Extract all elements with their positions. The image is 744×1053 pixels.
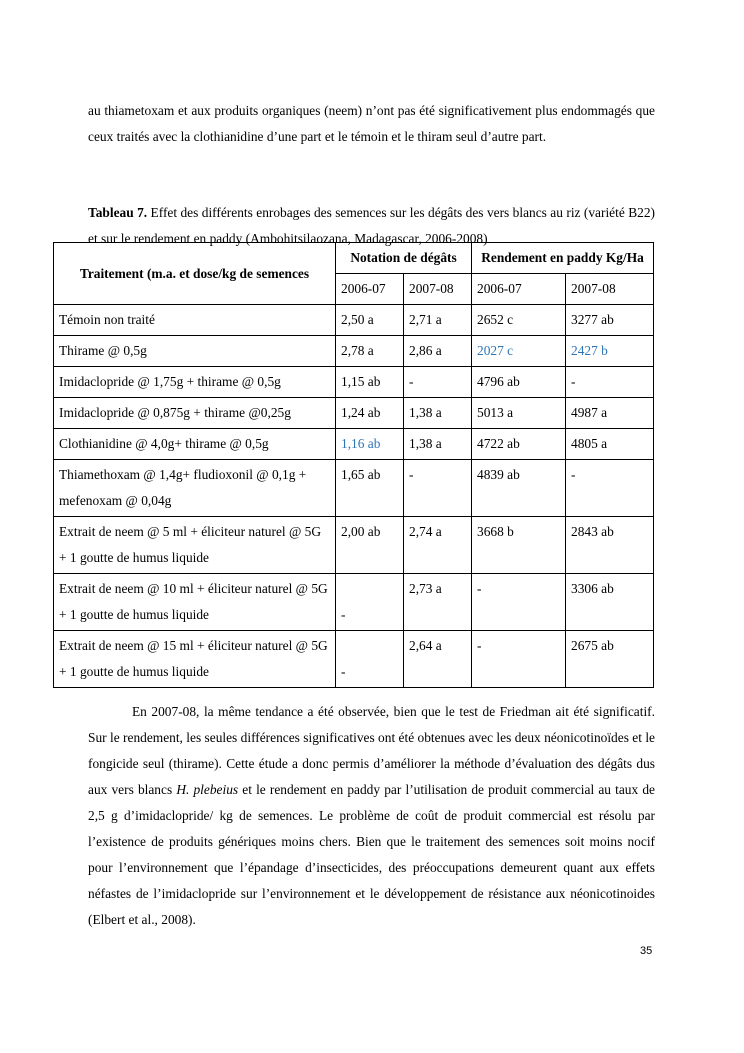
table-row (54, 460, 654, 517)
cell-damage-2006: 2,50 a (336, 305, 404, 336)
cell-damage-2007: 2,71 a (404, 305, 472, 336)
cell-yield-2006: 4796 ab (472, 367, 566, 398)
header-treatment: Traitement (m.a. et dose/kg de semences (54, 243, 336, 305)
cell-damage-2006: 1,15 ab (336, 367, 404, 398)
cell-yield-2007: 4987 a (566, 398, 654, 429)
cell-damage-2007: 2,73 a (404, 574, 472, 631)
year-header: 2006-07 (472, 274, 566, 305)
year-header: 2007-08 (404, 274, 472, 305)
cell-yield-2007: 2675 ab (566, 631, 654, 688)
cell-treatment: Extrait de neem @ 5 ml + éliciteur naturel @ 5G + 1 goutte de humus liquide (54, 517, 336, 574)
cell-damage-2006: 1,24 ab (336, 398, 404, 429)
table-row (54, 429, 654, 460)
cell-damage-2006: 1,16 ab (336, 429, 404, 460)
cell-yield-2006: 3668 b (472, 517, 566, 574)
species-name: H. plebeius (176, 782, 239, 798)
cell-yield-2007: - (566, 460, 654, 517)
year-header: 2007-08 (566, 274, 654, 305)
caption-text: Effet des différents enrobages des semences sur les dégâts des vers blancs au riz (variété B22) et sur le rendement en paddy (Ambohitsilaozana, Madagascar, 2006-2008) (88, 205, 655, 247)
header-damage: Notation de dégâts (336, 243, 472, 274)
cell-yield-2006: - (472, 574, 566, 631)
table-row (54, 336, 654, 367)
cell-damage-2006: - (336, 631, 404, 688)
cell-yield-2006: 5013 a (472, 398, 566, 429)
table-row (54, 574, 654, 631)
cell-yield-2006: 4722 ab (472, 429, 566, 460)
cell-damage-2007: 2,86 a (404, 336, 472, 367)
cell-treatment: Imidaclopride @ 1,75g + thirame @ 0,5g (54, 367, 336, 398)
year-header: 2006-07 (336, 274, 404, 305)
cell-damage-2007: - (404, 367, 472, 398)
cell-yield-2007: 2843 ab (566, 517, 654, 574)
table-row (54, 631, 654, 688)
table-row (54, 517, 654, 574)
cell-yield-2006: 4839 ab (472, 460, 566, 517)
cell-yield-2006: - (472, 631, 566, 688)
table-row (54, 305, 654, 336)
cell-damage-2007: 2,64 a (404, 631, 472, 688)
cell-treatment: Thiamethoxam @ 1,4g+ fludioxonil @ 0,1g + mefenoxam @ 0,04g (54, 460, 336, 517)
cell-damage-2006: 2,78 a (336, 336, 404, 367)
cell-yield-2007: 3306 ab (566, 574, 654, 631)
cell-treatment: Extrait de neem @ 10 ml + éliciteur naturel @ 5G + 1 goutte de humus liquide (54, 574, 336, 631)
cell-damage-2006: 2,00 ab (336, 517, 404, 574)
cell-damage-2006: 1,65 ab (336, 460, 404, 517)
cell-yield-2007: 4805 a (566, 429, 654, 460)
paragraph-top: au thiametoxam et aux produits organiques (neem) n’ont pas été significativement plus endommagés que ceux traités avec la clothianidine d’une part et le témoin et le thiram seul d’autre part. (88, 103, 655, 145)
page-number: 35 (640, 945, 653, 957)
cell-treatment: Extrait de neem @ 15 ml + éliciteur naturel @ 5G + 1 goutte de humus liquide (54, 631, 336, 688)
table-header-row (54, 243, 654, 274)
cell-damage-2007: - (404, 460, 472, 517)
cell-yield-2007: - (566, 367, 654, 398)
cell-treatment: Clothianidine @ 4,0g+ thirame @ 0,5g (54, 429, 336, 460)
table-row (54, 367, 654, 398)
caption-label: Tableau 7. (88, 205, 148, 221)
cell-damage-2006: - (336, 574, 404, 631)
cell-damage-2007: 2,74 a (404, 517, 472, 574)
cell-damage-2007: 1,38 a (404, 429, 472, 460)
paragraph-bottom-part1: En 2007-08, la même tendance a été observée, bien que le test de Friedman ait été significatif. Sur le rendement, les seules différences significatives ont été obtenues avec les deux néonicotinoïdes et le fongicide seul (thirame). Cette étude a donc permis d’améliorer la méthode d’évaluation des dégâts dus aux vers blancs (88, 704, 655, 798)
cell-yield-2007: 2427 b (566, 336, 654, 367)
paragraph-bottom (88, 699, 655, 933)
results-table (53, 242, 654, 688)
cell-treatment: Thirame @ 0,5g (54, 336, 336, 367)
cell-damage-2007: 1,38 a (404, 398, 472, 429)
cell-yield-2006: 2652 c (472, 305, 566, 336)
cell-yield-2006: 2027 c (472, 336, 566, 367)
table-row (54, 398, 654, 429)
cell-treatment: Témoin non traité (54, 305, 336, 336)
cell-yield-2007: 3277 ab (566, 305, 654, 336)
paragraph-bottom-part2: et le rendement en paddy par l’utilisation de produit commercial au taux de 2,5 g d’imidaclopride/ kg de semences. Le problème de coût de produit commercial est résolu par l’existence de produits génériques moins chers. Bien que le traitement des semences soit moins nocif pour l’environnement que l’épandage d’insecticides, des préoccupations demeurent quant aux effets néfastes de l’imidaclopride sur l’environnement et le développement de résistance aux néonicotinoides (Elbert et al., 2008). (88, 782, 655, 928)
cell-treatment: Imidaclopride @ 0,875g + thirame @0,25g (54, 398, 336, 429)
header-yield: Rendement en paddy Kg/Ha (472, 243, 654, 274)
